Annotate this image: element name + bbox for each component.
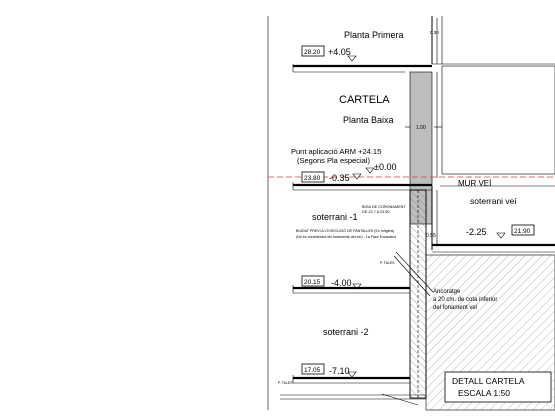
level-zero: ±0.00 [374, 162, 397, 172]
tag-sot2: 17.05 [304, 367, 321, 374]
foundation-scale-mark: P. TALES [278, 381, 293, 385]
label-cartela: CARTELA [339, 94, 390, 106]
note-biga-1: BIGA DE CORONAMENT [362, 205, 406, 209]
note-buidat-2: (No es considerarà els fonaments del veí) - 1a Fase Excavació [296, 235, 397, 239]
tag-sot1: 20.15 [304, 279, 321, 286]
tag-vei: 21.90 [514, 228, 531, 235]
note-ancoratge-2: a 20 cm. de cota inferior [433, 297, 498, 303]
dim-100: 1.00 [416, 125, 426, 131]
label-punt-aplicacio: Punt aplicació ARM +24.15 [291, 147, 382, 156]
slab-planta-primera [293, 64, 432, 72]
label-planta-primera: Planta Primera [344, 30, 404, 40]
label-soterrani-vei: soterrani veí [470, 196, 517, 206]
label-soterrani-1: soterrani -1 [312, 212, 358, 222]
label-soterrani-2: soterrani -2 [323, 327, 369, 337]
level-sot2: -7.10 [329, 366, 350, 376]
note-ancoratge-3: del fonament veí [433, 305, 478, 311]
level-vei: -2.25 [466, 227, 487, 237]
label-segons-pla: (Segons Pla especial) [297, 156, 370, 165]
label-planta-baixa: Planta Baixa [343, 115, 394, 125]
dim-055: 0.55 [426, 233, 436, 239]
level-sot1: -4.00 [331, 278, 352, 288]
note-buidat-1: BUIDAT PREVI A L'EXECUCIÓ DE PANTALLES (En mitgera) [296, 229, 395, 233]
foundation-bottom [280, 395, 426, 399]
title-escala: ESCALA 1:50 [458, 388, 510, 398]
neighbour-building [432, 16, 555, 174]
label-mur-vei: MUR VEÍ [458, 179, 492, 188]
note-ancoratge-1: Ancoratge [433, 289, 461, 295]
pile-scale-mark: P. TALES [380, 261, 395, 265]
title-detall-cartela: DETALL CARTELA [452, 376, 525, 386]
note-biga-2: DE 22.7 A 23.50 [362, 210, 390, 214]
tag-primera: 28.20 [304, 49, 321, 56]
tag-baixa: 23.80 [304, 175, 321, 182]
level-primera: +4.05 [328, 47, 351, 57]
level-baixa: -0.35 [329, 173, 350, 183]
dim-030: 0.30 [430, 30, 439, 35]
